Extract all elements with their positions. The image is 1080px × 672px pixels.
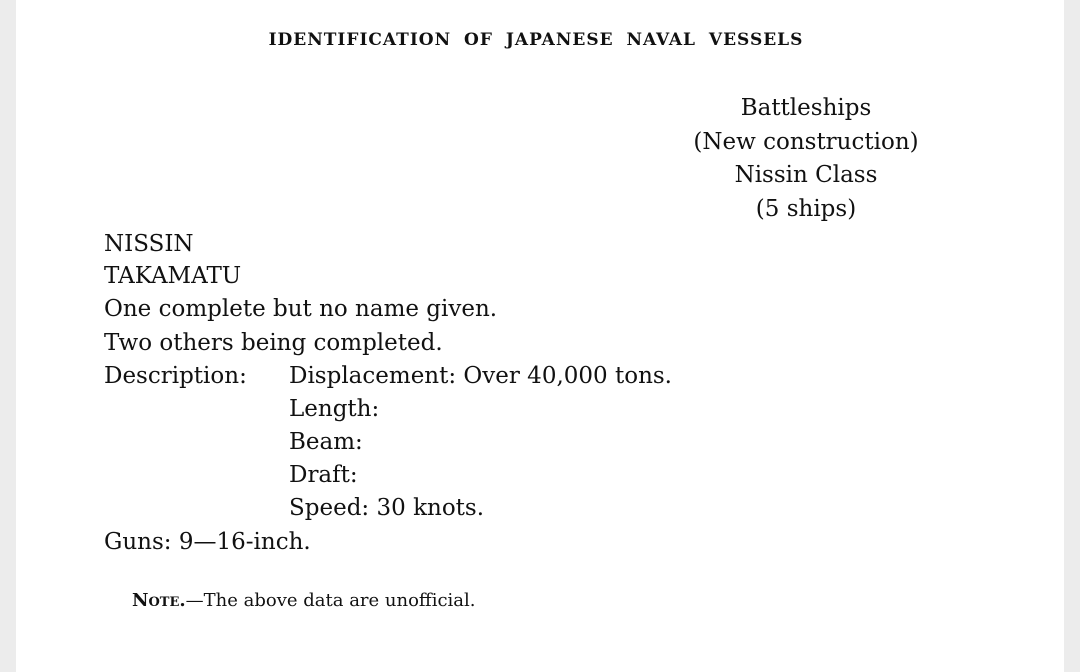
description-label: Description: xyxy=(104,363,247,389)
class-name: Nissin Class xyxy=(734,162,878,188)
speed-spec: Speed: 30 knots. xyxy=(289,495,485,521)
construction-status: (New construction) xyxy=(693,128,919,155)
document-page xyxy=(16,0,1064,672)
class-heading xyxy=(666,92,946,226)
unofficial-note xyxy=(132,590,476,611)
ship-name-takamatu: TAKAMATU xyxy=(104,263,242,289)
page-title: IDENTIFICATION OF JAPANESE NAVAL VESSELS xyxy=(268,30,804,50)
guns-spec: Guns: 9—16-inch. xyxy=(104,529,311,555)
unnamed-ship-note: One complete but no name given. xyxy=(104,296,498,322)
beam-spec: Beam: xyxy=(289,429,363,455)
length-spec: Length: xyxy=(289,396,380,422)
ship-type: Battleships xyxy=(740,95,872,121)
completion-note: Two others being completed. xyxy=(104,330,443,356)
note-lead: Note. xyxy=(132,590,186,611)
note-text: —The above data are unofficial. xyxy=(185,590,476,611)
draft-spec: Draft: xyxy=(289,462,358,488)
displacement-spec: Displacement: Over 40,000 tons. xyxy=(289,363,672,389)
ship-name-nissin: NISSIN xyxy=(104,231,194,257)
ship-count: (5 ships) xyxy=(755,195,857,222)
